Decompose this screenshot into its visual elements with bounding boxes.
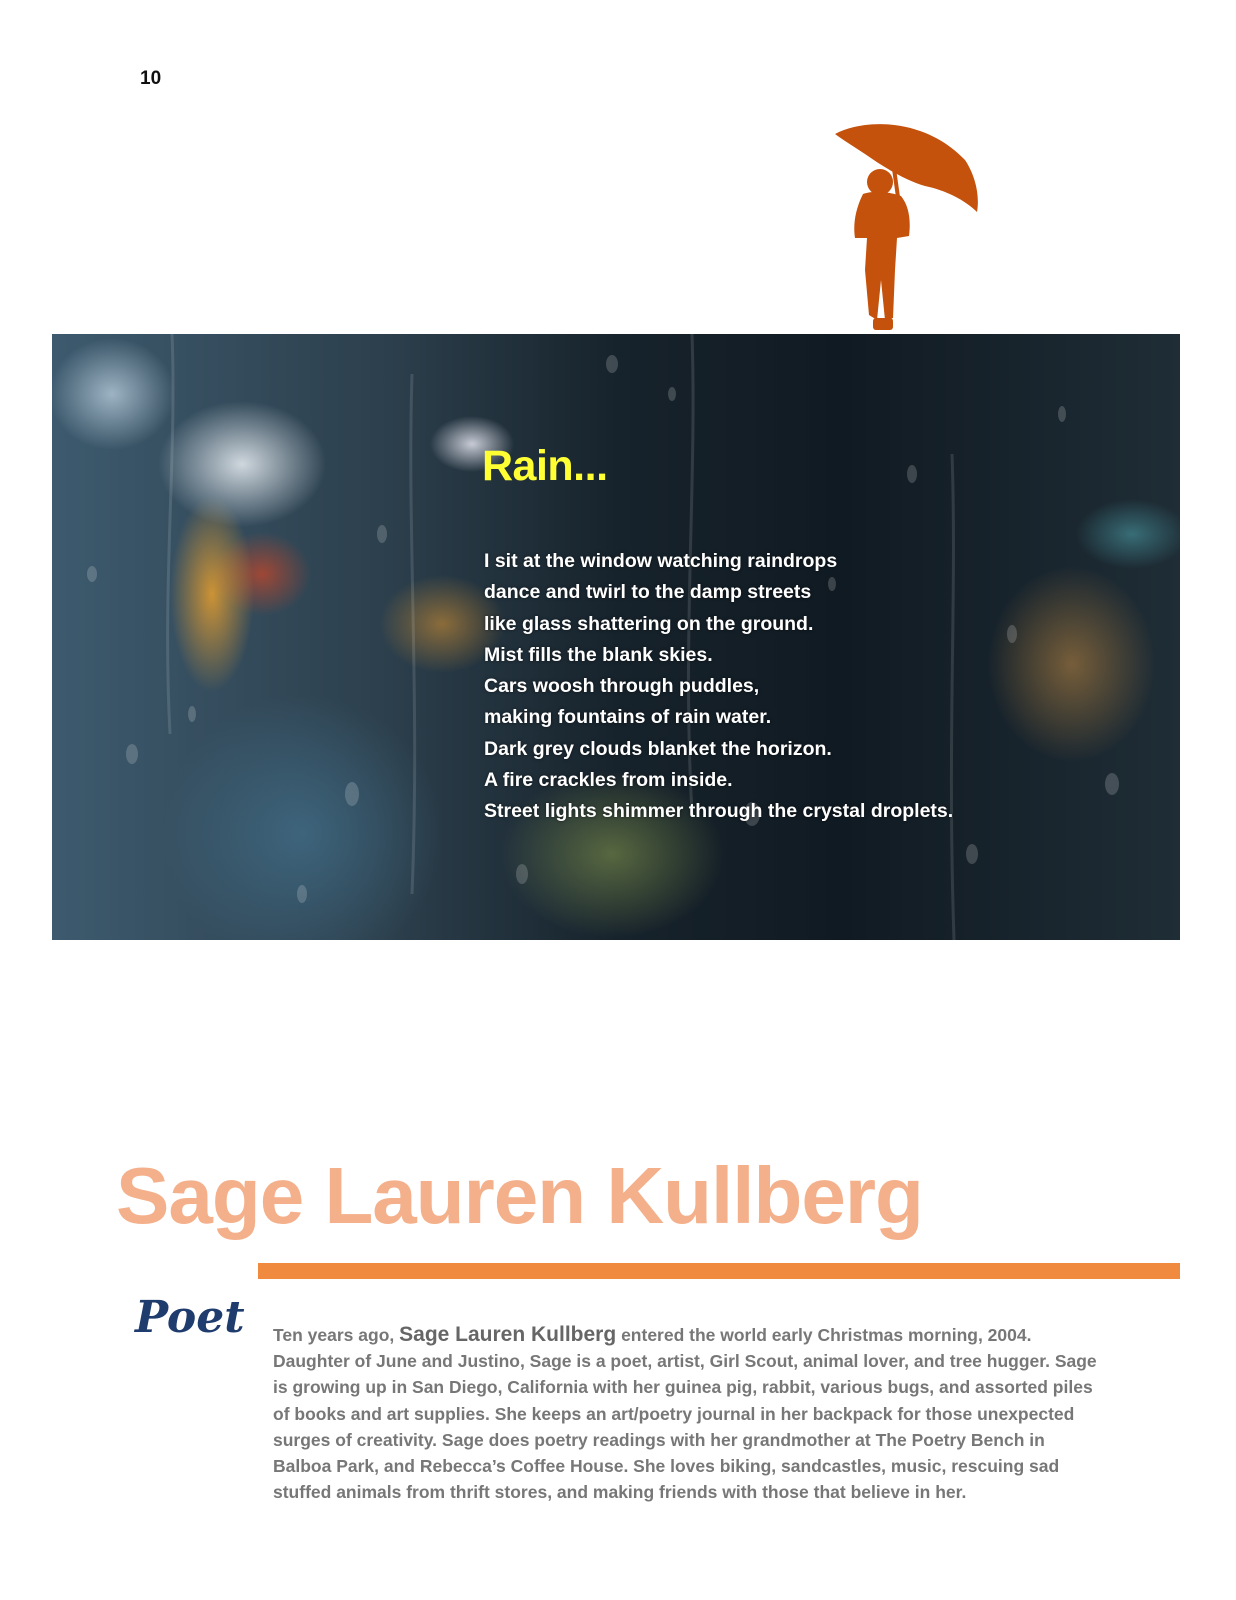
- author-bio: [273, 1322, 1103, 1505]
- poem-line: Cars woosh through puddles,: [484, 675, 760, 698]
- rain-photo-panel: [52, 334, 1180, 940]
- umbrella-figure-icon: [825, 120, 985, 335]
- poem-title: Rain...: [482, 442, 608, 490]
- poem-line: dance and twirl to the damp streets: [484, 581, 812, 604]
- poem-line: A fire crackles from inside.: [484, 769, 733, 792]
- poem-line: Mist fills the blank skies.: [484, 643, 713, 666]
- poem-line: I sit at the window watching raindrops: [484, 550, 838, 572]
- bio-intro: Ten years ago,: [273, 1325, 395, 1345]
- author-role-label: Poet: [135, 1292, 245, 1343]
- page-number: 10: [140, 68, 162, 89]
- bio-text: entered the world early Christmas morning, 2004. Daughter of June and Justino, Sage is a poet, artist, Girl Scout, animal lover, and tree hugger. Sage is growing up in San Diego, California with her guinea pig, rabbit, various bugs, and assorted piles of books and art supplies. She keeps an art/poetry journal in her backpack for those unexpected surges of creativity. Sage does poetry readings with her grandmother at The Poetry Bench in Balboa Park, and Rebecca’s Coffee House. She loves biking, sandcastles, music, rescuing sad stuffed animals from thrift stores, and making friends with those that believe in her.: [273, 1325, 1097, 1503]
- bio-author-name: Sage Lauren Kullberg: [399, 1323, 617, 1346]
- poem-line: making fountains of rain water.: [484, 706, 772, 729]
- author-name-heading: Sage Lauren Kullberg: [116, 1151, 923, 1240]
- poem-line: Dark grey clouds blanket the horizon.: [484, 737, 832, 760]
- heading-underline-rule: [258, 1263, 1180, 1279]
- poem-line: like glass shattering on the ground.: [484, 612, 814, 635]
- poem-body: [484, 546, 953, 828]
- poem-line: Street lights shimmer through the crystal droplets.: [484, 800, 954, 823]
